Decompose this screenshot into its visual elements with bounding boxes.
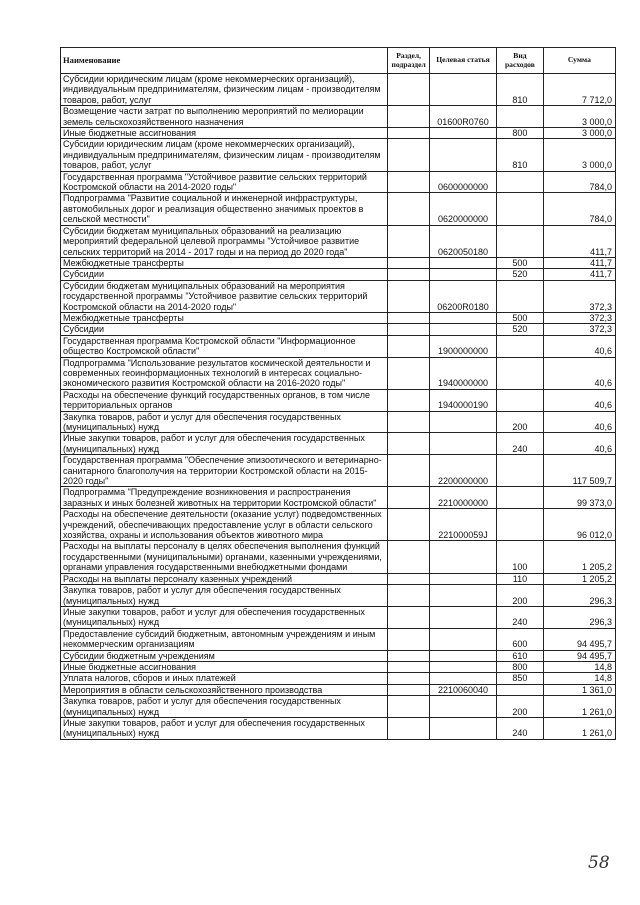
cell-target: 1900000000 [429, 335, 496, 357]
cell-razdel [388, 139, 430, 171]
table-row [61, 312, 616, 323]
cell-vid [497, 509, 544, 541]
cell-target [429, 541, 496, 573]
table-row [61, 661, 616, 672]
cell-razdel [388, 650, 430, 661]
cell-razdel [388, 717, 430, 739]
cell-razdel [388, 585, 430, 607]
table-row [61, 585, 616, 607]
cell-vid: 610 [497, 650, 544, 661]
cell-razdel [388, 171, 430, 193]
table-row [61, 106, 616, 128]
cell-target [429, 128, 496, 139]
cell-target: 221000059J [429, 509, 496, 541]
table-row [61, 606, 616, 628]
table-row [61, 269, 616, 280]
table-row [61, 389, 616, 411]
cell-vid: 240 [497, 606, 544, 628]
cell-name: Субсидии юридическим лицам (кроме некоммерческих организаций), индивидуальным предпринимателям, физическим лицам - производителям товаров, работ, услуг [61, 74, 388, 106]
cell-target [429, 585, 496, 607]
cell-sum: 372,3 [543, 312, 615, 323]
cell-sum: 96 012,0 [543, 509, 615, 541]
cell-name: Межбюджетные трансферты [61, 257, 388, 268]
cell-target [429, 257, 496, 268]
cell-vid [497, 357, 544, 389]
table-row [61, 509, 616, 541]
cell-razdel [388, 225, 430, 257]
table-row [61, 280, 616, 312]
cell-name: Закупка товаров, работ и услуг для обеспечения государственных (муниципальных) нужд [61, 411, 388, 433]
cell-sum: 1 261,0 [543, 696, 615, 718]
cell-name: Иные закупки товаров, работ и услуг для обеспечения государственных (муниципальных) нужд [61, 433, 388, 455]
cell-target: 0600000000 [429, 171, 496, 193]
cell-vid [497, 280, 544, 312]
cell-sum: 1 205,2 [543, 541, 615, 573]
page-number: 58 [588, 853, 610, 873]
cell-name: Субсидии бюджетам муниципальных образований на реализацию мероприятий федеральной целевой программы "Устойчивое развитие сельских территорий на 2014 - 2017 годы и на период до 2020 года" [61, 225, 388, 257]
table-row [61, 225, 616, 257]
cell-target: 2210000000 [429, 487, 496, 509]
table-row [61, 717, 616, 739]
cell-name: Межбюджетные трансферты [61, 312, 388, 323]
cell-target [429, 411, 496, 433]
cell-target: 2200000000 [429, 455, 496, 487]
cell-target: 06200R0180 [429, 280, 496, 312]
cell-vid [497, 106, 544, 128]
cell-sum: 784,0 [543, 193, 615, 225]
cell-name: Расходы на выплаты персоналу казенных учреждений [61, 573, 388, 584]
cell-vid: 240 [497, 433, 544, 455]
table-row [61, 696, 616, 718]
cell-vid [497, 225, 544, 257]
cell-vid: 200 [497, 411, 544, 433]
table-row [61, 433, 616, 455]
cell-razdel [388, 257, 430, 268]
cell-vid: 600 [497, 628, 544, 650]
table-row [61, 684, 616, 695]
cell-sum: 7 712,0 [543, 74, 615, 106]
cell-name: Иные бюджетные ассигнования [61, 661, 388, 672]
cell-sum: 117 509,7 [543, 455, 615, 487]
cell-vid [497, 171, 544, 193]
cell-razdel [388, 269, 430, 280]
table-row [61, 650, 616, 661]
cell-sum: 411,7 [543, 269, 615, 280]
cell-target: 2210060040 [429, 684, 496, 695]
cell-target: 1940000000 [429, 357, 496, 389]
cell-target [429, 573, 496, 584]
table-row [61, 357, 616, 389]
table-row [61, 628, 616, 650]
table-body [61, 74, 616, 740]
cell-vid [497, 455, 544, 487]
cell-vid: 200 [497, 696, 544, 718]
cell-target [429, 74, 496, 106]
header-sum: Сумма [543, 48, 615, 74]
table-row [61, 541, 616, 573]
cell-sum: 296,3 [543, 606, 615, 628]
cell-vid: 500 [497, 312, 544, 323]
cell-vid: 520 [497, 324, 544, 335]
cell-vid [497, 487, 544, 509]
cell-name: Расходы на выплаты персоналу в целях обеспечения выполнения функций государственными (муниципальными) органами, казенными учреждениями, органами управления государственными внебюджетными фондами [61, 541, 388, 573]
cell-vid: 110 [497, 573, 544, 584]
cell-razdel [388, 684, 430, 695]
cell-name: Расходы на обеспечение деятельности (оказание услуг) подведомственных учреждений, обеспечивающих предоставление услуг в области сельского хозяйства, охраны и использования объектов животного мира [61, 509, 388, 541]
cell-target: 01600R0760 [429, 106, 496, 128]
cell-vid: 850 [497, 673, 544, 684]
cell-razdel [388, 312, 430, 323]
cell-name: Субсидии [61, 324, 388, 335]
cell-target [429, 433, 496, 455]
cell-razdel [388, 673, 430, 684]
table-row [61, 193, 616, 225]
cell-sum: 784,0 [543, 171, 615, 193]
cell-razdel [388, 335, 430, 357]
cell-sum: 3 000,0 [543, 139, 615, 171]
cell-sum: 94 495,7 [543, 650, 615, 661]
cell-target [429, 312, 496, 323]
cell-name: Государственная программа "Устойчивое развитие сельских территорий Костромской области на 2014-2020 годы" [61, 171, 388, 193]
cell-razdel [388, 487, 430, 509]
cell-name: Предоставление субсидий бюджетным, автономным учреждениям и иным некоммерческим организациям [61, 628, 388, 650]
cell-vid: 200 [497, 585, 544, 607]
cell-razdel [388, 411, 430, 433]
cell-target [429, 628, 496, 650]
cell-sum: 411,7 [543, 225, 615, 257]
cell-name: Подпрограмма "Развитие социальной и инженерной инфраструктуры, автомобильных дорог и реализация общественно значимых проектов в сельской местности" [61, 193, 388, 225]
cell-vid: 240 [497, 717, 544, 739]
cell-razdel [388, 324, 430, 335]
cell-target [429, 139, 496, 171]
cell-razdel [388, 280, 430, 312]
table-row [61, 335, 616, 357]
cell-razdel [388, 193, 430, 225]
header-name: Наименование [61, 48, 388, 74]
cell-sum: 14,8 [543, 661, 615, 672]
cell-vid: 810 [497, 74, 544, 106]
cell-sum: 40,6 [543, 411, 615, 433]
cell-sum: 1 205,2 [543, 573, 615, 584]
cell-sum: 411,7 [543, 257, 615, 268]
cell-sum: 40,6 [543, 433, 615, 455]
cell-name: Расходы на обеспечение функций государственных органов, в том числе территориальных органов [61, 389, 388, 411]
cell-name: Государственная программа "Обеспечение эпизоотического и ветеринарно-санитарного благополучия на территории Костромской области на 2015-2020 годы" [61, 455, 388, 487]
cell-vid: 800 [497, 128, 544, 139]
table-row [61, 171, 616, 193]
cell-vid: 500 [497, 257, 544, 268]
cell-sum: 14,8 [543, 673, 615, 684]
cell-sum: 3 000,0 [543, 106, 615, 128]
cell-name: Иные закупки товаров, работ и услуг для обеспечения государственных (муниципальных) нужд [61, 606, 388, 628]
cell-target [429, 269, 496, 280]
table-row [61, 257, 616, 268]
cell-vid [497, 193, 544, 225]
header-target: Целевая статья [429, 48, 496, 74]
cell-target [429, 696, 496, 718]
cell-razdel [388, 455, 430, 487]
cell-name: Закупка товаров, работ и услуг для обеспечения государственных (муниципальных) нужд [61, 585, 388, 607]
cell-target [429, 673, 496, 684]
cell-razdel [388, 389, 430, 411]
cell-target: 1940000190 [429, 389, 496, 411]
cell-razdel [388, 628, 430, 650]
cell-vid [497, 335, 544, 357]
cell-razdel [388, 128, 430, 139]
cell-name: Субсидии бюджетным учреждениям [61, 650, 388, 661]
cell-sum: 372,3 [543, 324, 615, 335]
cell-name: Закупка товаров, работ и услуг для обеспечения государственных (муниципальных) нужд [61, 696, 388, 718]
cell-target [429, 661, 496, 672]
budget-document [60, 47, 616, 740]
cell-target [429, 717, 496, 739]
cell-razdel [388, 74, 430, 106]
cell-target [429, 650, 496, 661]
cell-sum: 99 373,0 [543, 487, 615, 509]
cell-vid [497, 389, 544, 411]
cell-razdel [388, 541, 430, 573]
cell-razdel [388, 509, 430, 541]
cell-target: 0620000000 [429, 193, 496, 225]
cell-name: Субсидии [61, 269, 388, 280]
budget-table [60, 47, 616, 740]
cell-name: Субсидии юридическим лицам (кроме некоммерческих организаций), индивидуальным предпринимателям, физическим лицам - производителям товаров, работ, услуг [61, 139, 388, 171]
cell-razdel [388, 661, 430, 672]
cell-razdel [388, 357, 430, 389]
header-vid: Вид расходов [497, 48, 544, 74]
cell-sum: 40,6 [543, 357, 615, 389]
cell-razdel [388, 606, 430, 628]
table-row [61, 455, 616, 487]
cell-target [429, 324, 496, 335]
cell-target [429, 606, 496, 628]
cell-vid: 520 [497, 269, 544, 280]
cell-name: Подпрограмма "Предупреждение возникновения и распространения заразных и иных болезней животных на территории Костромской области" [61, 487, 388, 509]
table-row [61, 324, 616, 335]
cell-name: Государственная программа Костромской области "Информационное общество Костромской области" [61, 335, 388, 357]
cell-vid: 100 [497, 541, 544, 573]
cell-name: Иные бюджетные ассигнования [61, 128, 388, 139]
table-row [61, 573, 616, 584]
header-razdel: Раздел, подраздел [388, 48, 430, 74]
table-row [61, 673, 616, 684]
cell-razdel [388, 696, 430, 718]
cell-vid: 800 [497, 661, 544, 672]
cell-razdel [388, 433, 430, 455]
table-header-row [61, 48, 616, 74]
table-row [61, 74, 616, 106]
cell-sum: 3 000,0 [543, 128, 615, 139]
cell-sum: 94 495,7 [543, 628, 615, 650]
table-row [61, 128, 616, 139]
cell-sum: 296,3 [543, 585, 615, 607]
cell-razdel [388, 573, 430, 584]
table-row [61, 411, 616, 433]
cell-name: Подпрограмма "Использование результатов космической деятельности и современных геоинформационных технологий в интересах социально-экономического развития Костромской области на 2016-2020 годы" [61, 357, 388, 389]
cell-name: Уплата налогов, сборов и иных платежей [61, 673, 388, 684]
cell-name: Возмещение части затрат по выполнению мероприятий по мелиорации земель сельскохозяйственного назначения [61, 106, 388, 128]
cell-sum: 1 261,0 [543, 717, 615, 739]
cell-name: Мероприятия в области сельскохозяйственного производства [61, 684, 388, 695]
table-row [61, 487, 616, 509]
cell-sum: 40,6 [543, 389, 615, 411]
cell-vid [497, 684, 544, 695]
cell-sum: 372,3 [543, 280, 615, 312]
cell-target: 0620050180 [429, 225, 496, 257]
cell-sum: 1 361,0 [543, 684, 615, 695]
cell-sum: 40,6 [543, 335, 615, 357]
table-row [61, 139, 616, 171]
cell-name: Субсидии бюджетам муниципальных образований на мероприятия государственной программы "Устойчивое развитие сельских территорий Костромской области на 2014-2020 годы" [61, 280, 388, 312]
cell-name: Иные закупки товаров, работ и услуг для обеспечения государственных (муниципальных) нужд [61, 717, 388, 739]
cell-vid: 810 [497, 139, 544, 171]
cell-razdel [388, 106, 430, 128]
